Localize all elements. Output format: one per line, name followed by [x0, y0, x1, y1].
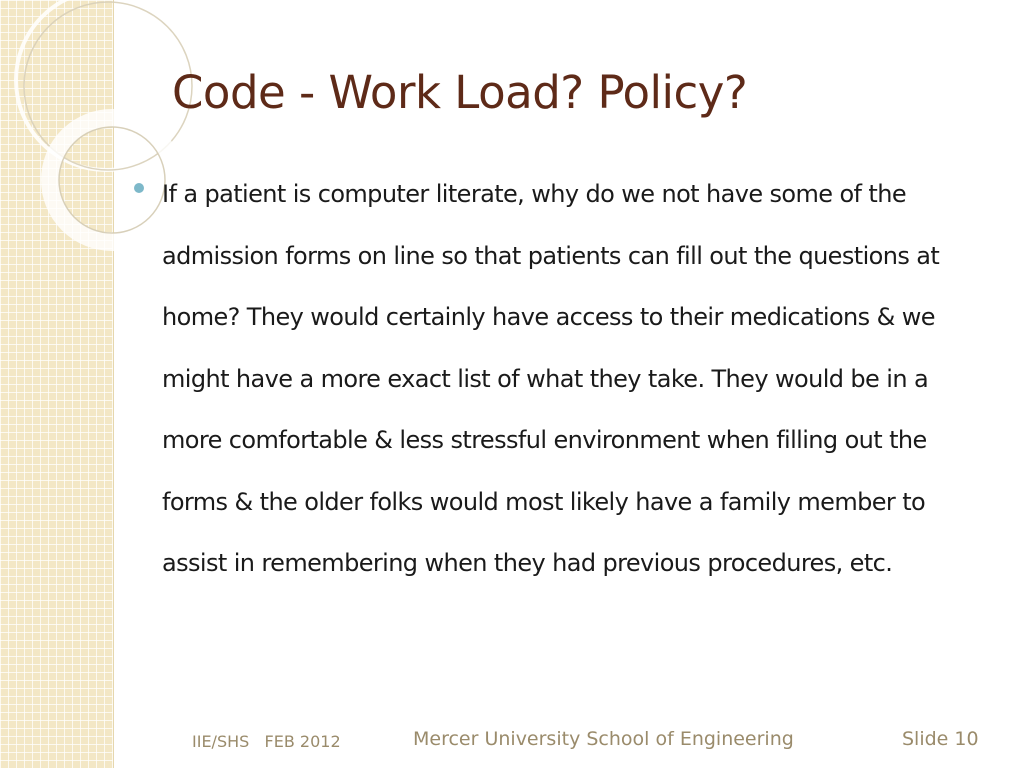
bullet-list: [134, 164, 984, 595]
decorative-rings-graphic: [0, 0, 140, 260]
bullet-dot-icon: [134, 183, 144, 193]
slide-title: Code - Work Load? Policy?: [172, 66, 748, 119]
bullet-item: [134, 164, 984, 595]
footer-organization: Mercer University School of Engineering: [413, 728, 794, 750]
footer-slide-number: Slide 10: [902, 728, 979, 750]
bullet-text: If a patient is computer literate, why do we not have some of the admission forms on line so that patients can fill out the questions at home? They would certainly have access to their medications & we might have a more exact list of what they take. They would be in a more comfortable & less stressful environment when filling out the forms & the older folks would most likely have a family member to assist in remembering when they had previous procedures, etc.: [162, 180, 940, 577]
footer-date: IIE/SHS FEB 2012: [192, 732, 341, 751]
